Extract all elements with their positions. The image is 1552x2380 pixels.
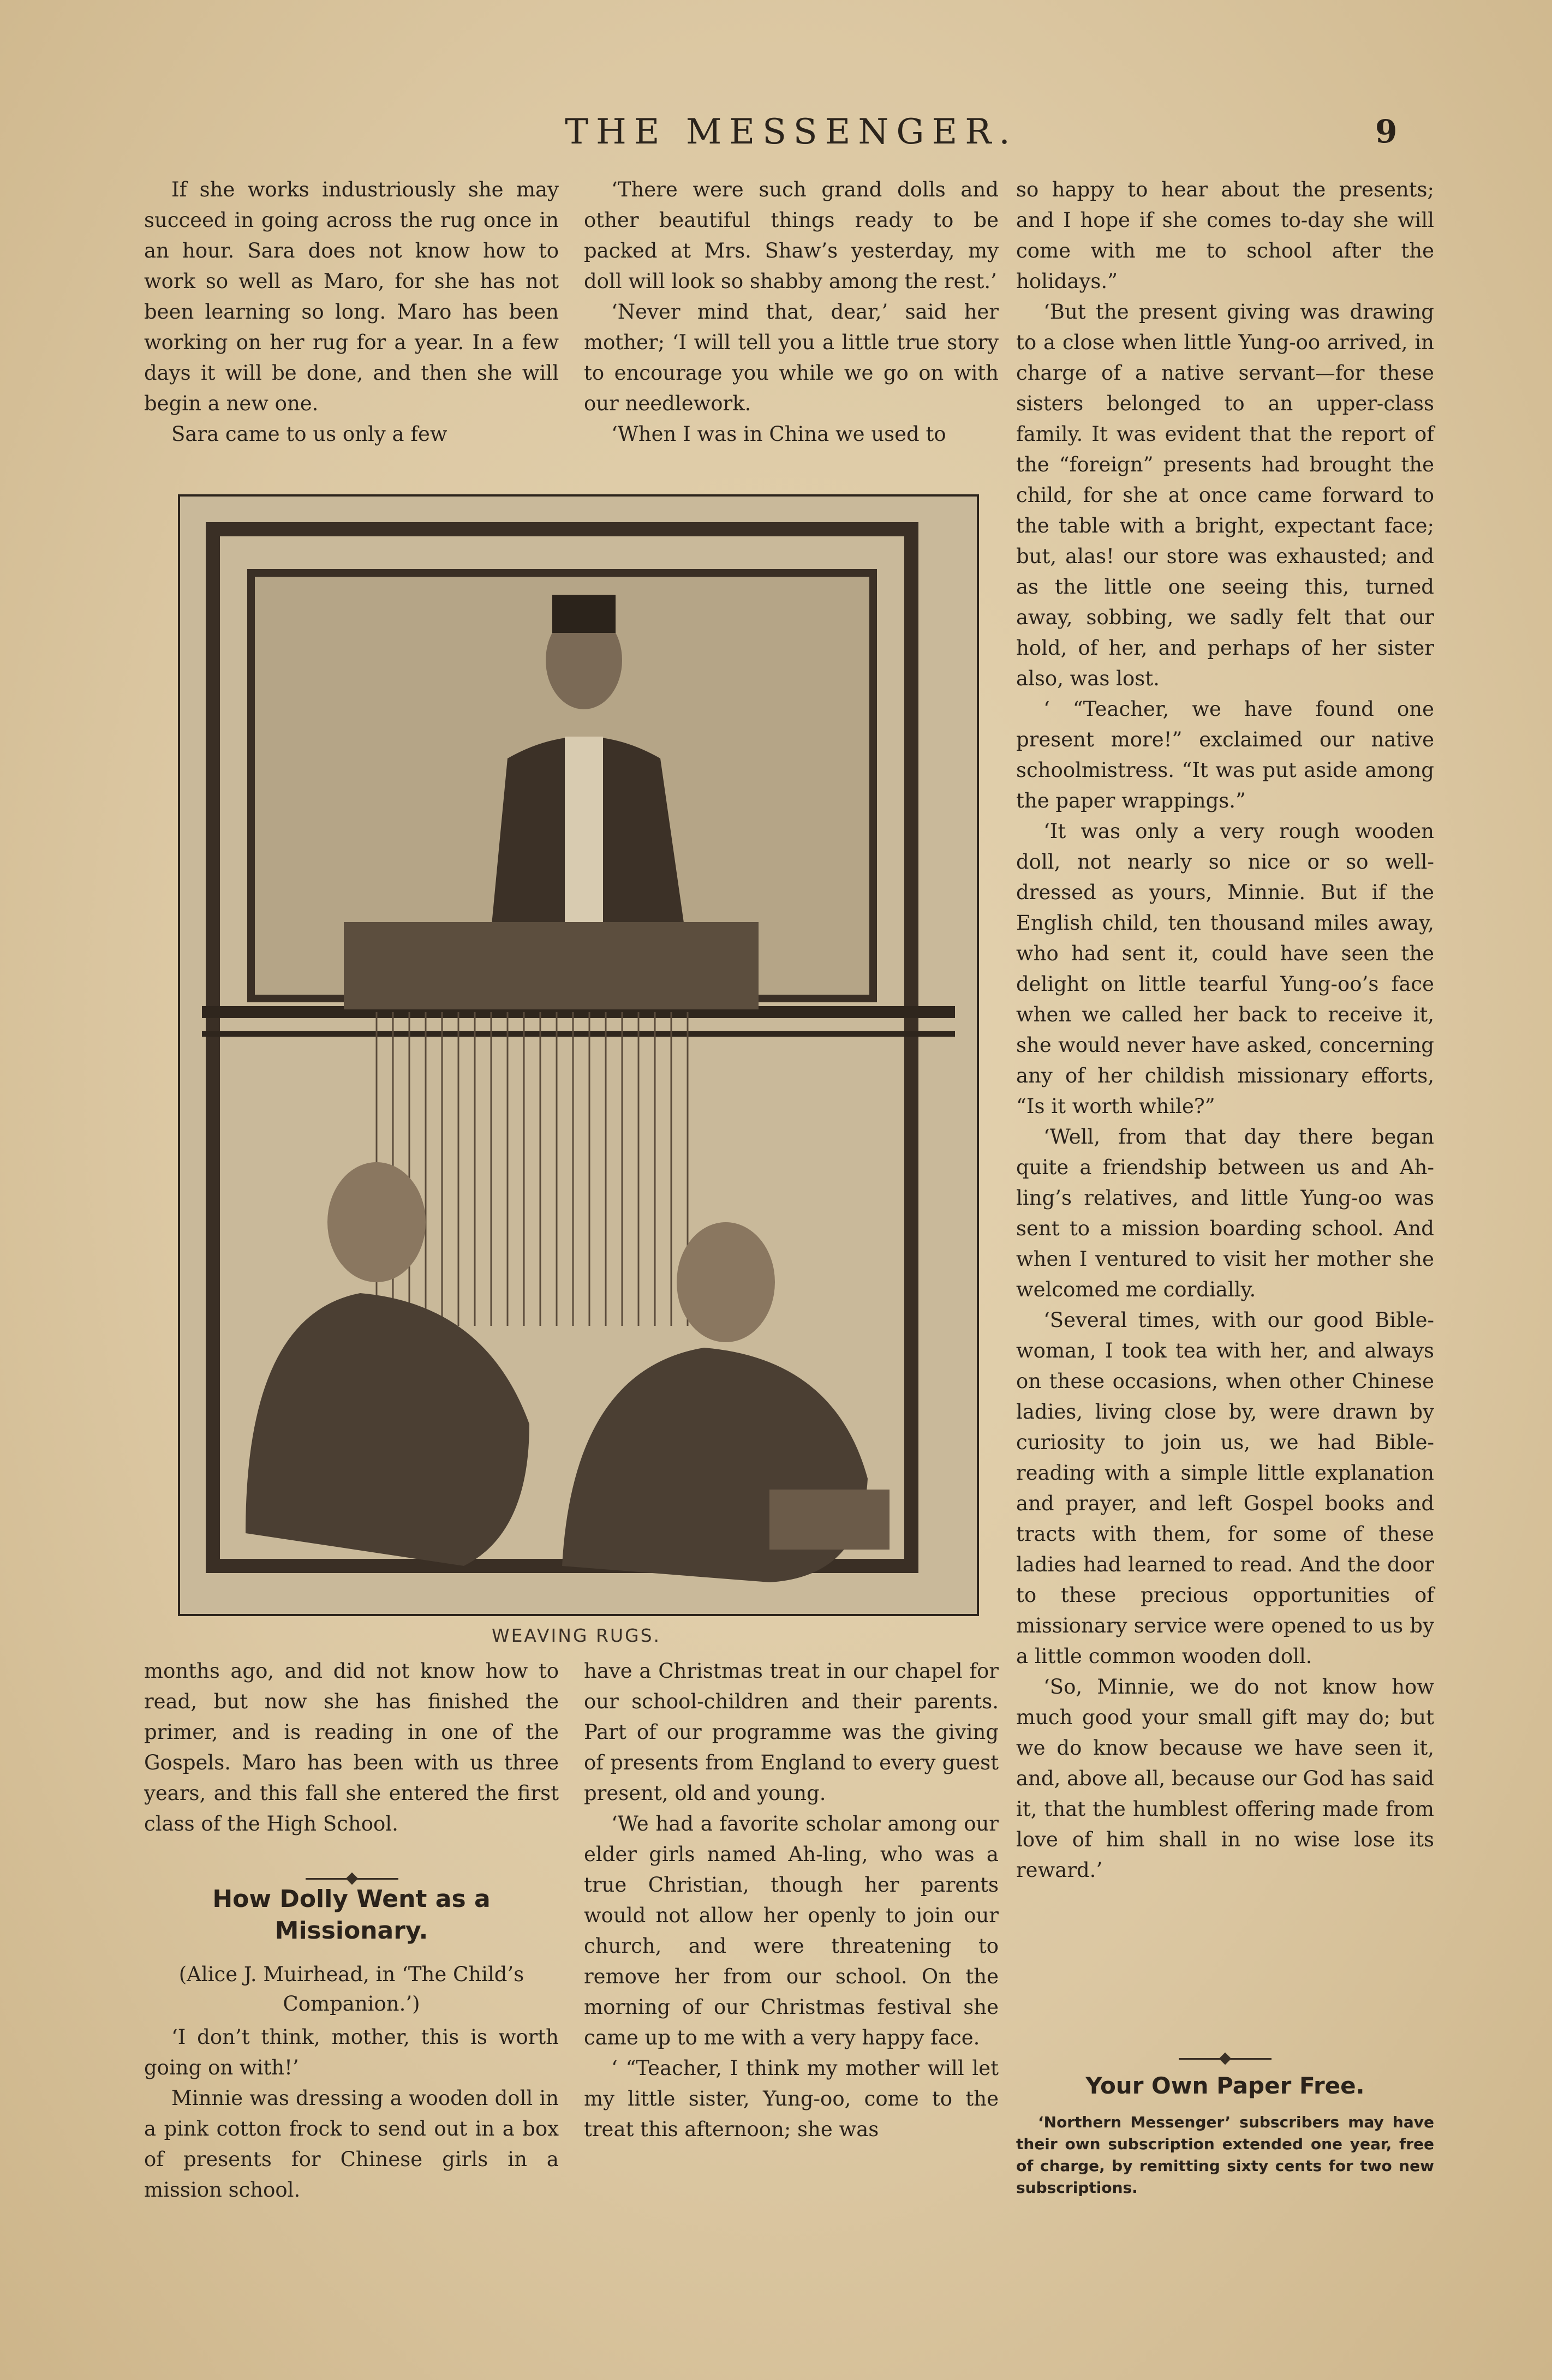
page-number: 9 (1375, 113, 1398, 150)
paragraph: ‘But the present giving was drawing to a close when little Yung-oo arrived, in charge of a native servant—for these sisters belonged to an upper-class family. It was evident that the report of the “foreign” presents had brought the child, for she at once came forward to the table with a bright, expectant face; but, alas! our store was exhausted; and as the little one seeing this, turned away, sobbing, we sadly felt that our hold, of her, and perhaps of her sister also, was lost. (1016, 300, 1434, 690)
article-title: How Dolly Went as a Missionary. (212, 1885, 491, 1945)
masthead (0, 112, 1552, 161)
paragraph: ‘We had a favorite scholar among our elder girls named Ah-ling, who was a true Christian, though her parents would not allow her openly to join our church, and were threatening to remove her from our school. On the morning of our Christmas festival she came up to me with a very happy face. (584, 1812, 999, 2049)
paragraph: ‘Several times, with our good Bible-woman, I took tea with her, and always on these occasions, when other Chinese ladies, living close by, were drawn by curiosity to join us, we had Bible-reading with a simple little explanation and prayer, and left Gospel books and tracts with them, for some of these ladies had learned to read. And the door to these precious opportunities of missionary service were opened to us by a little common wooden doll. (1016, 1308, 1434, 1668)
article-body-start (144, 2022, 559, 2205)
paragraph: months ago, and did not know how to read, but now she has finished the primer, and is reading in one of the Gospels. Maro has been with us three years, and this fall she entered the first class of the High School. (144, 1659, 559, 1835)
paragraph: ‘ “Teacher, I think my mother will let my little sister, Yung-oo, come to the treat this afternoon; she was (584, 2056, 999, 2141)
paragraph: ‘I don’t think, mother, this is worth going on with!’ (144, 2025, 559, 2079)
paragraph: ‘It was only a very rough wooden doll, not nearly so nice or so well-dressed as yours, Minnie. But if the English child, ten thousand miles away, who had sent it, could have seen the delight on little tearful Yung-oo’s face when we called her back to receive it, she would never have asked, concerning any of her childish missionary efforts, “Is it worth while?” (1016, 820, 1434, 1118)
paragraph: ‘So, Minnie, we do not know how much good your small gift may do; but we do know because we have seen it, and, above all, because our God has said it, that the humblest offering made from love of him shall in no wise lose its reward.’ (1016, 1675, 1434, 1882)
paragraph: ‘When I was in China we used to (611, 422, 946, 446)
notice-paragraph: ‘Northern Messenger’ subscribers may have their own subscription extended one year, free of charge, by remitting sixty cents for two new subscriptions. (1016, 2113, 1434, 2197)
column-1-top (144, 175, 559, 450)
figure-caption: WEAVING RUGS. (491, 1625, 661, 1646)
column-2-top (584, 175, 999, 450)
paragraph: If she works industriously she may succeed in going across the rug once in an hour. Sara does not know how to work so well as Maro, for she has not been learning so long. Maro has been working on her rug for a year. In a few days it will be done, and then she will begin a new one. (144, 178, 559, 415)
column-2-bottom (584, 1656, 999, 2145)
paragraph: Sara came to us only a few (171, 422, 447, 446)
paragraph: ‘ “Teacher, we have found one present more!” exclaimed our native schoolmistress. “It was put aside among the paper wrappings.” (1016, 697, 1434, 812)
paragraph: so happy to hear about the presents; and I hope if she comes to-day she will come with me to school after the holidays.” (1016, 178, 1434, 293)
column-1-bottom (144, 1656, 559, 1839)
section-divider (306, 1878, 398, 1880)
section-divider (1179, 2058, 1272, 2060)
paragraph: Minnie was dressing a wooden doll in a pink cotton frock to send out in a box of presents for Chinese girls in a mission school. (144, 2086, 559, 2202)
column-3 (1016, 175, 1434, 1886)
notice-title: Your Own Paper Free. (1085, 2072, 1365, 2099)
article-byline: (Alice J. Muirhead, in ‘The Child’s Companion.’) (178, 1963, 524, 2016)
masthead-title: THE MESSENGER. (565, 112, 1018, 152)
paragraph: ‘There were such grand dolls and other beautiful things ready to be packed at Mrs. Shaw’s yesterday, my doll will look so shabby among the rest.’ (584, 178, 999, 293)
paragraph: ‘Never mind that, dear,’ said her mother; ‘I will tell you a little true story to encourage you while we go on with our needlework. (584, 300, 999, 415)
paragraph: ‘Well, from that day there began quite a friendship between us and Ah-ling’s relatives, and little Yung-oo was sent to a mission boarding school. And when I ventured to visit her mother she welcomed me cordially. (1016, 1125, 1434, 1301)
engraving-image (180, 497, 977, 1614)
paragraph: have a Christmas treat in our chapel for our school-children and their parents. Part of our programme was the giving of presents from England to every guest present, old and young. (584, 1659, 999, 1805)
weaving-rugs-illustration (178, 494, 979, 1616)
notice-text (1016, 2112, 1434, 2199)
